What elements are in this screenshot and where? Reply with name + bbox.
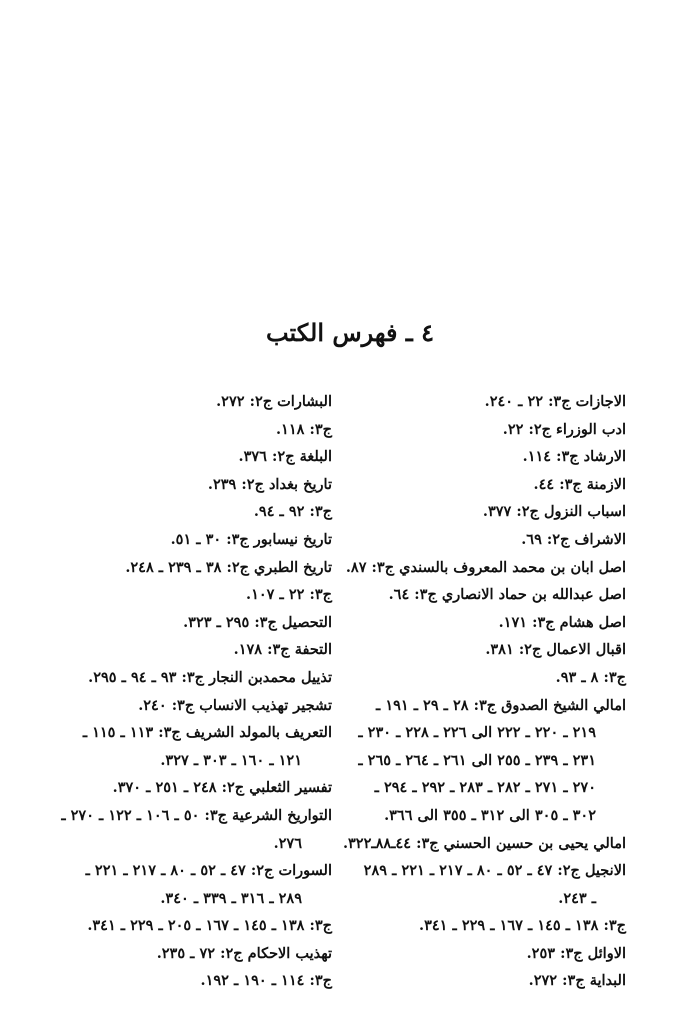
index-entry: ج٣: ١٣٨ ـ ١٤٥ ـ ١٦٧ ـ ٢٢٩ ـ ٣٤١. — [419, 917, 626, 935]
index-entry: امالي يحيى بن حسين الحسني ج٣: ٤٤ـ٨٨ـ٣٢٢. — [342, 834, 626, 852]
index-entry: ج٣: ١١٤ ـ ١٩٠ ـ ١٩٢. — [200, 972, 332, 990]
index-entry: تاريخ بغداد ج٢: ٢٣٩. — [207, 475, 332, 493]
index-entry: الاجازات ج٣: ٢٢ ـ ٢٤٠. — [484, 393, 626, 410]
index-entry: التواريخ الشرعية ج٣: ٥٠ ـ ١٠٦ ـ ١٢٢ ـ ٢٧٠ ـ — [61, 806, 332, 824]
index-entry: ج٣: ١١٨. — [275, 420, 332, 438]
index-entry: التعريف بالمولد الشريف ج٣: ١١٣ ـ ١١٥ ـ — [82, 724, 332, 742]
index-entry-continuation: ٢١٩ ـ ٢٢٠ ـ ٢٢٢ الى ٢٢٦ ـ ٢٢٨ ـ ٢٣٠ ـ — [358, 724, 596, 742]
index-entry-continuation: ٢٧٠ ـ ٢٧١ ـ ٢٨٢ ـ ٢٨٣ ـ ٢٩٢ ـ ٢٩٤ ـ — [374, 779, 596, 797]
index-entry: البلغة ج٢: ٣٧٦. — [238, 448, 332, 466]
index-entry: التحفة ج٣: ١٧٨. — [233, 641, 332, 659]
index-column-right — [306, 388, 626, 995]
index-entry: الازمنة ج٣: ٤٤. — [533, 475, 626, 493]
index-entry: ادب الوزراء ج٢: ٢٢. — [502, 420, 626, 438]
index-entry: اسباب النزول ج٢: ٣٧٧. — [482, 503, 626, 521]
index-entry-continuation: ـ ٢٤٣. — [558, 889, 596, 907]
index-entry: البداية ج٣: ٢٧٢. — [528, 972, 626, 990]
index-entry: تهذيب الاحكام ج٢: ٧٢ ـ ٢٣٥. — [156, 944, 332, 962]
index-entry: البشارات ج٢: ٢٧٢. — [216, 393, 332, 410]
index-entry: السورات ج٢: ٤٧ ـ ٥٢ ـ ٨٠ ـ ٢١٧ ـ ٢٢١ ـ — [85, 862, 332, 880]
index-entry: تفسير الثعلبي ج٢: ٢٤٨ ـ ٢٥١ ـ ٣٧٠. — [112, 779, 332, 797]
index-entry: الاشراف ج٢: ٦٩. — [521, 530, 626, 548]
index-entry: التحصيل ج٣: ٢٩٥ ـ ٣٢٣. — [183, 613, 332, 631]
index-entry-continuation: ٢٣١ ـ ٢٣٩ ـ ٢٥٥ الى ٢٦١ ـ ٢٦٤ ـ ٢٦٥ ـ — [358, 751, 596, 769]
index-entry: تاريخ نيسابور ج٣: ٣٠ ـ ٥١. — [170, 530, 332, 548]
index-entry: الاوائل ج٣: ٢٥٣. — [526, 944, 626, 962]
index-entry-continuation: ٢٨٩ ـ ٣١٦ ـ ٣٣٩ ـ ٣٤٠. — [160, 889, 302, 907]
page-title: ٤ ـ فهرس الكتب — [265, 318, 435, 347]
index-entry: الانجيل ج٢: ٤٧ ـ ٥٢ ـ ٨٠ ـ ٢١٧ ـ ٢٢١ ـ ٢٨٩ — [363, 862, 626, 880]
index-entry: ج٣: ١٣٨ ـ ١٤٥ ـ ١٦٧ ـ ٢٠٥ ـ ٢٢٩ ـ ٣٤١. — [87, 917, 332, 935]
index-entry: تاريخ الطبري ج٢: ٣٨ ـ ٢٣٩ ـ ٢٤٨. — [125, 558, 332, 576]
index-entry: ج٣: ٩٢ ـ ٩٤. — [253, 503, 332, 521]
index-entry: تشجير تهذيب الانساب ج٣: ٢٤٠. — [138, 696, 332, 714]
index-entry: اصل هشام ج٣: ١٧١. — [498, 613, 626, 631]
index-entry: اصل عبدالله بن حماد الانصاري ج٣: ٦٤. — [388, 586, 626, 604]
index-entry-continuation: ٢٧٦. — [273, 834, 302, 852]
index-column-left — [22, 388, 332, 995]
index-entry-continuation: ١٢١ ـ ١٦٠ ـ ٣٠٣ ـ ٣٢٧. — [160, 751, 302, 769]
index-entry: اقبال الاعمال ج٢: ٣٨١. — [485, 641, 626, 659]
index-entry: تذييل محمدبن النجار ج٣: ٩٣ ـ ٩٤ ـ ٢٩٥. — [88, 668, 332, 686]
index-entry-continuation: ٣٠٢ ـ ٣٠٥ الى ٣١٢ ـ ٣٥٥ الى ٣٦٦. — [384, 806, 596, 824]
index-entry: اصل ابان بن محمد المعروف بالسندي ج٣: ٨٧. — [345, 558, 626, 576]
index-entry: ج٣: ٢٢ ـ ١٠٧. — [246, 586, 332, 604]
index-entry: امالي الشيخ الصدوق ج٣: ٢٨ ـ ٢٩ ـ ١٩١ ـ — [376, 696, 626, 714]
index-entry: الارشاد ج٣: ١١٤. — [522, 448, 626, 466]
index-entry: ج٣: ٨ ـ ٩٣. — [555, 668, 626, 686]
